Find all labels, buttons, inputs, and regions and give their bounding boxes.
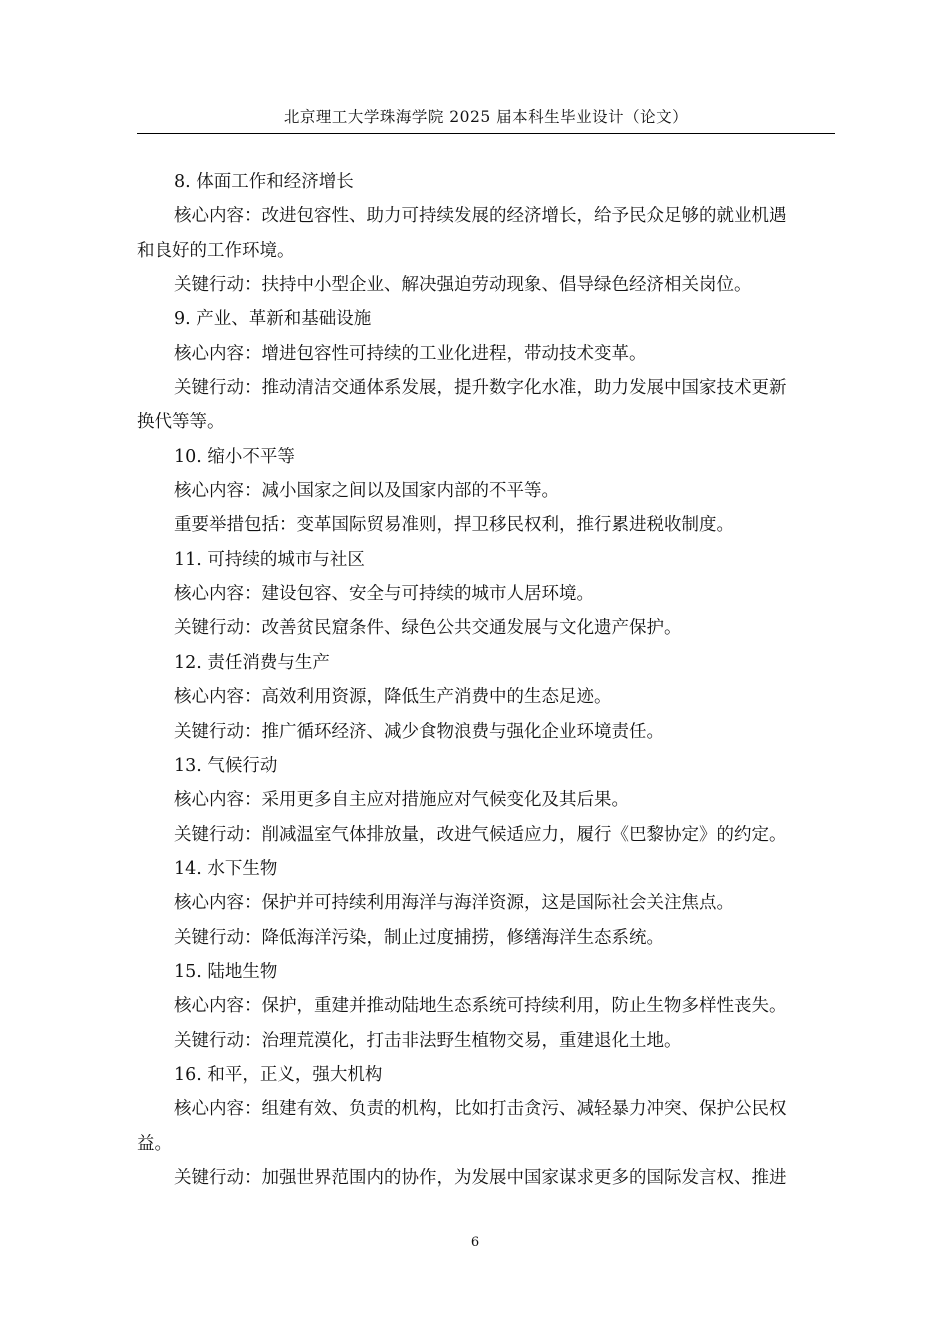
paragraph-line: 关键行动：降低海洋污染，制止过度捕捞，修缮海洋生态系统。 [174,927,664,948]
section-heading: 8. 体面工作和经济增长 [174,172,354,192]
paragraph-line: 核心内容：改进包容性、助力可持续发展的经济增长，给予民众足够的就业机遇 [174,206,787,227]
paragraph-line: 核心内容：组建有效、负责的机构，比如打击贪污、减轻暴力冲突、保护公民权 [174,1099,787,1120]
paragraph-line: 核心内容：建设包容、安全与可持续的城市人居环境。 [174,584,594,605]
paragraph-line: 关键行动：治理荒漠化，打击非法野生植物交易，重建退化土地。 [174,1030,682,1051]
paragraph-line: 核心内容：减小国家之间以及国家内部的不平等。 [174,481,559,502]
page-header [137,104,835,134]
section-heading: 13. 气候行动 [174,755,278,776]
section-heading: 16. 和平，正义，强大机构 [174,1064,383,1085]
paragraph-line: 换代等等。 [137,412,225,433]
paragraph-line: 关键行动：推动清洁交通体系发展，提升数字化水准，助力发展中国家技术更新 [174,378,787,399]
paragraph-line: 益。 [137,1133,172,1154]
paragraph-line: 核心内容：保护，重建并推动陆地生态系统可持续利用，防止生物多样性丧失。 [174,996,787,1017]
document-body [137,165,835,1195]
paragraph-line: 重要举措包括：变革国际贸易准则，捍卫移民权利，推行累进税收制度。 [174,515,734,536]
paragraph-line: 核心内容：采用更多自主应对措施应对气候变化及其后果。 [174,790,629,811]
paragraph-line: 关键行动：削减温室气体排放量，改进气候适应力，履行《巴黎协定》的约定。 [174,824,787,845]
paragraph-line: 核心内容：高效利用资源，降低生产消费中的生态足迹。 [174,687,612,708]
section-heading: 11. 可持续的城市与社区 [174,549,365,570]
paragraph-line: 关键行动：改善贫民窟条件、绿色公共交通发展与文化遗产保护。 [174,618,682,639]
paragraph-line: 核心内容：保护并可持续利用海洋与海洋资源，这是国际社会关注焦点。 [174,893,734,914]
paragraph-line: 和良好的工作环境。 [137,240,295,261]
section-heading: 9. 产业、革新和基础设施 [174,309,372,330]
section-heading: 14. 水下生物 [174,858,278,879]
header-title: 北京理工大学珠海学院 2025 届本科生毕业设计（论文） [283,108,689,126]
section-heading: 12. 责任消费与生产 [174,652,330,673]
section-heading: 10. 缩小不平等 [174,446,295,467]
paragraph-line: 关键行动：扶持中小型企业、解决强迫劳动现象、倡导绿色经济相关岗位。 [174,275,752,296]
paragraph-line: 核心内容：增进包容性可持续的工业化进程，带动技术变革。 [174,343,647,364]
paragraph-line: 关键行动：推广循环经济、减少食物浪费与强化企业环境责任。 [174,721,664,742]
paragraph-line: 关键行动：加强世界范围内的协作，为发展中国家谋求更多的国际发言权、推进 [174,1167,787,1188]
section-heading: 15. 陆地生物 [174,961,278,982]
page-number: 6 [470,1235,480,1250]
